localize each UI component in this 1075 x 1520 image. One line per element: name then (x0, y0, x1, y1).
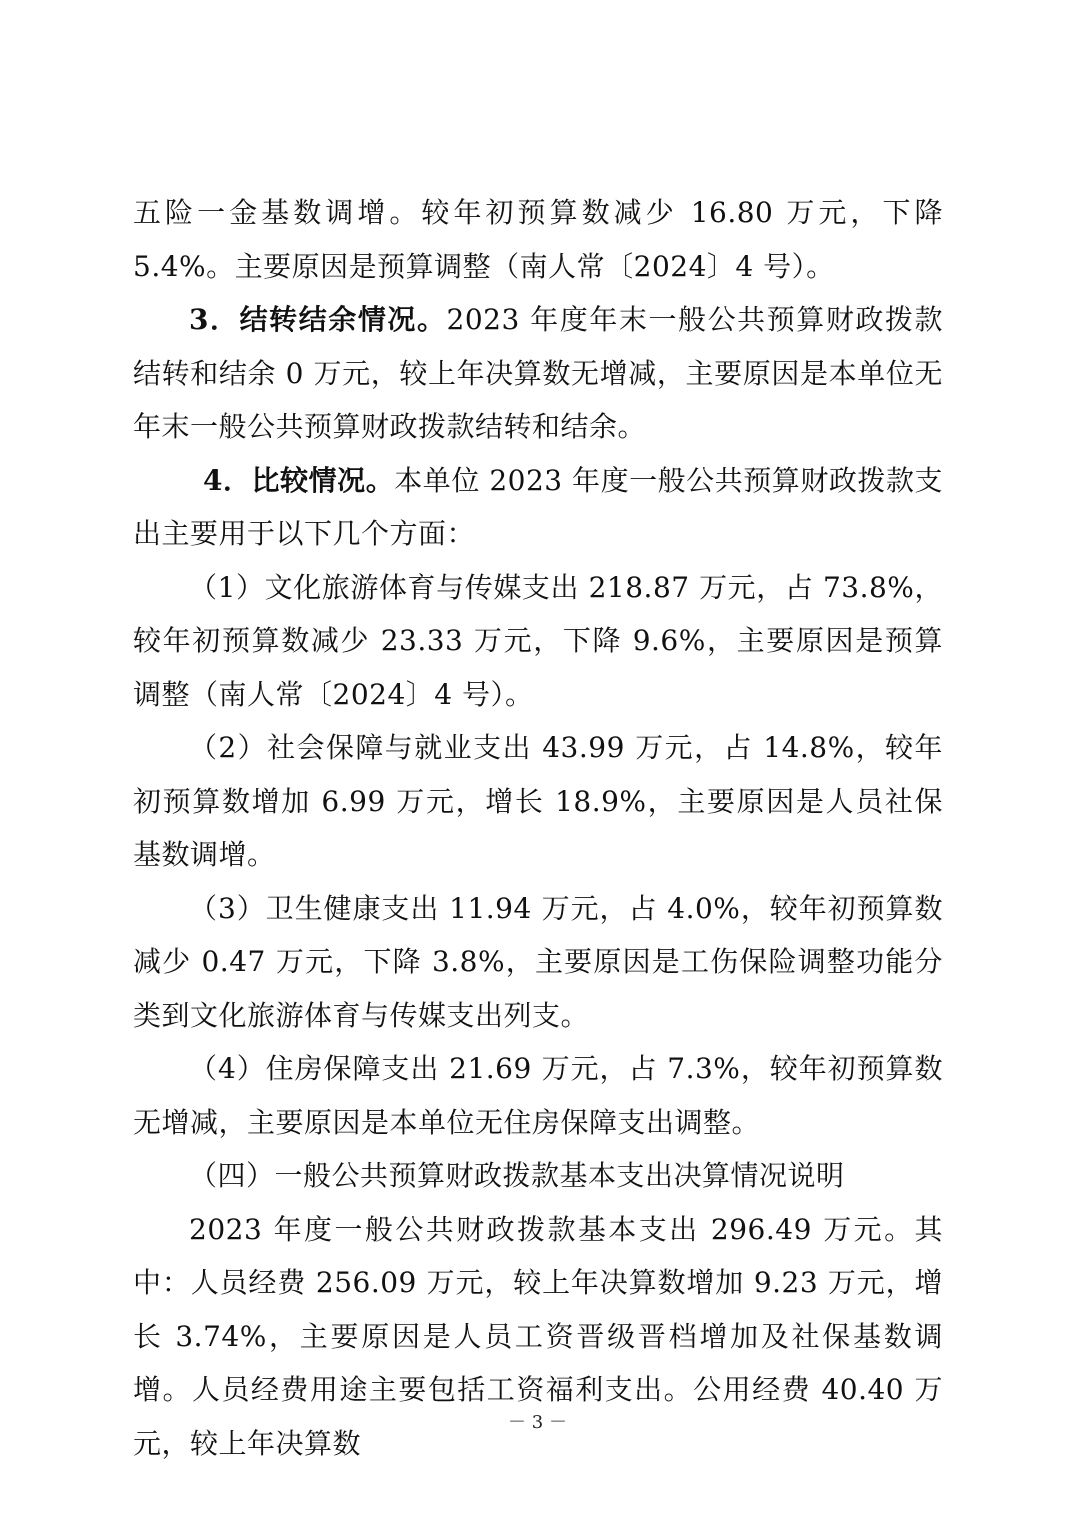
page-number: － 3 － (508, 1412, 567, 1433)
paragraph-continuation (133, 186, 943, 293)
paragraph-item-health (133, 882, 943, 1043)
paragraph-text: （4）住房保障支出 21.69 万元，占 7.3%，较年初预算数无增减，主要原因是本单位无住房保障支出调整。 (133, 1052, 943, 1139)
section-heading-basic-expenditure (133, 1149, 943, 1203)
paragraph-text: （1）文化旅游体育与传媒支出 218.87 万元，占 73.8%，较年初预算数减少 23.33 万元，下降 9.6%，主要原因是预算调整（南人常〔2024〕4 号）。 (133, 570, 943, 711)
document-page (133, 186, 943, 1470)
paragraph-text: 五险一金基数调增。较年初预算数减少 16.80 万元，下降 5.4%。主要原因是预算调整（南人常〔2024〕4 号）。 (133, 196, 943, 283)
section-heading-text: （四）一般公共预算财政拨款基本支出决算情况说明 (189, 1159, 845, 1192)
paragraph-text: （2）社会保障与就业支出 43.99 万元，占 14.8%，较年初预算数增加 6.99 万元，增长 18.9%，主要原因是人员社保基数调增。 (133, 731, 943, 871)
paragraph-text: 本单位 2023 年度一般公共预算财政拨款支出主要用于以下几个方面： (133, 463, 944, 550)
paragraph-item-housing (133, 1042, 943, 1149)
paragraph-text: 2023 年度年末一般公共预算财政拨款结转和结余 0 万元，较上年决算数无增减，主要原因是本单位无年末一般公共预算财政拨款结转和结余。 (133, 303, 943, 443)
paragraph-item-social-security (133, 721, 943, 882)
paragraph-lead-heading: 3．结转结余情况。 (189, 303, 447, 336)
paragraph-item-culture-tourism (133, 561, 943, 722)
paragraph-text: （3）卫生健康支出 11.94 万元，占 4.0%，较年初预算数减少 0.47 万元，下降 3.8%，主要原因是工伤保险调整功能分类到文化旅游体育与传媒支出列支。 (133, 891, 943, 1032)
paragraph-text: 2023 年度一般公共财政拨款基本支出 296.49 万元。其中：人员经费 256.09 万元，较上年决算数增加 9.23 万元，增长 3.74%，主要原因是人员工资晋级晋档增加及社保基数调增。人员经费用途主要包括工资福利支出。公用经费 40.40 万元，较上年决算数 (133, 1212, 943, 1460)
paragraph-comparison (133, 454, 943, 561)
paragraph-lead-heading: 4．比较情况。 (203, 463, 395, 497)
paragraph-carryover-balance (133, 293, 943, 454)
